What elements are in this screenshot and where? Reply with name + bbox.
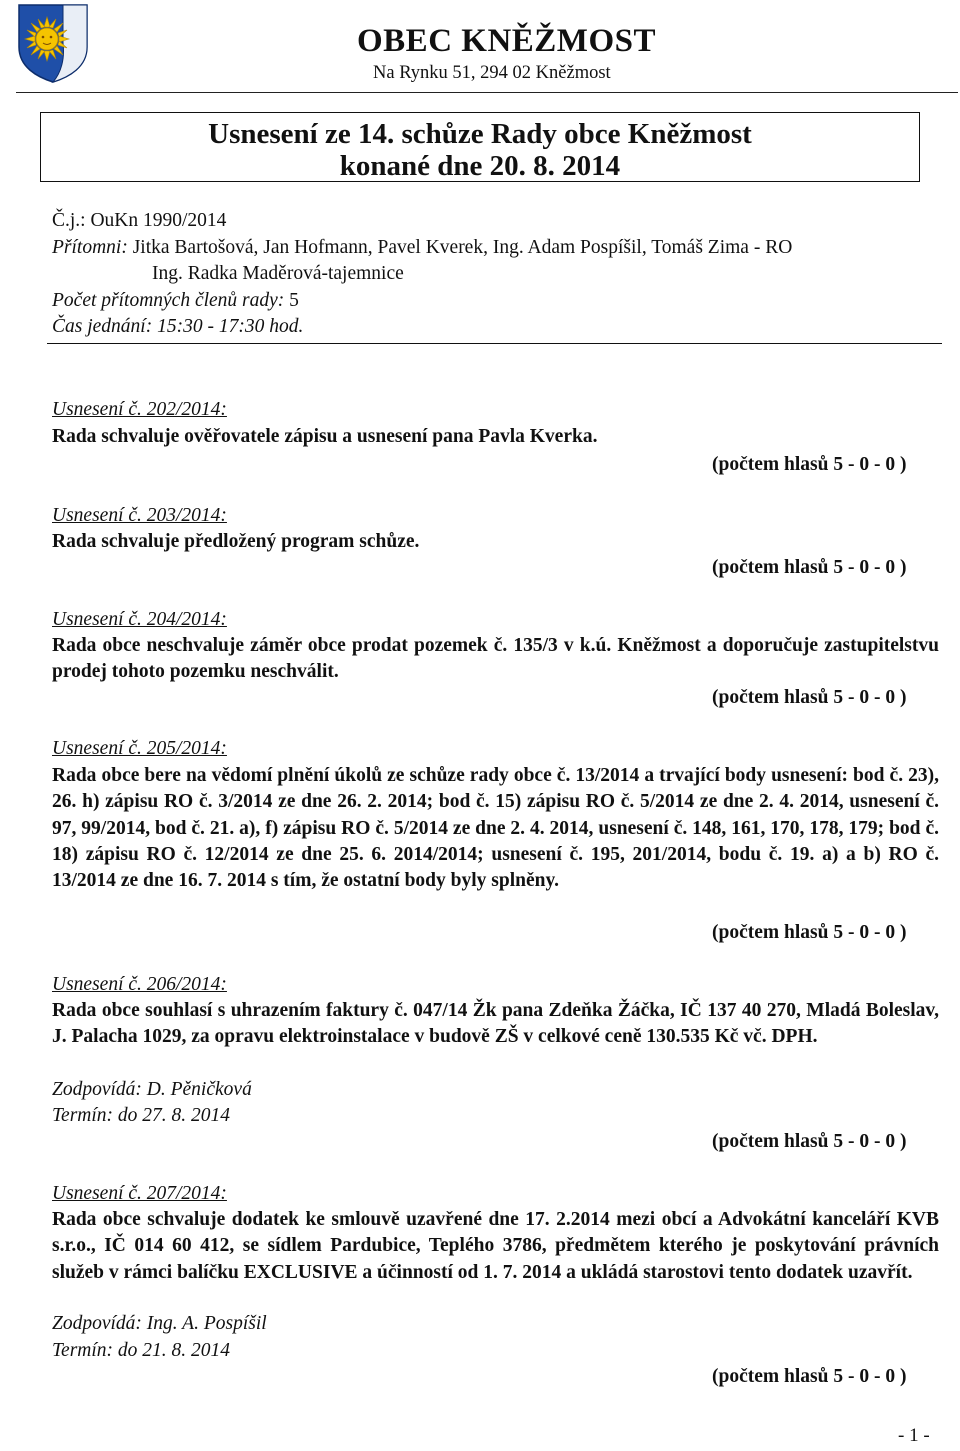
reference-number: Č.j.: OuKn 1990/2014 — [52, 210, 227, 231]
vote-result: (počtem hlasů 5 - 0 - 0 ) — [712, 557, 907, 578]
resolution-heading: Usnesení č. 204/2014: — [52, 609, 227, 630]
resolution-text: Rada obce neschvaluje záměr obce prodat pozemek č. 135/3 v k.ú. Kněžmost a doporučuje zastupitelstvu prodej tohoto pozemku neschválit. — [52, 635, 939, 683]
vote-result: (počtem hlasů 5 - 0 - 0 ) — [712, 687, 907, 708]
document-title-box — [40, 112, 920, 182]
present-members-continued: Ing. Radka Maděrová-tajemnice — [152, 263, 404, 284]
deadline: Termín: do 27. 8. 2014 — [52, 1105, 231, 1126]
resolution-text: Rada schvaluje ověřovatele zápisu a usnesení pana Pavla Kverka. — [52, 426, 598, 447]
present-label: Přítomni: — [52, 237, 128, 258]
meeting-time-value: 15:30 - 17:30 hod. — [152, 316, 304, 337]
resolution-text: Rada schvaluje předložený program schůze. — [52, 531, 420, 552]
page-number: - 1 - — [898, 1425, 930, 1446]
resolution-heading: Usnesení č. 206/2014: — [52, 974, 227, 995]
resolution-text: Rada obce schvaluje dodatek ke smlouvě uzavřené dne 17. 2.2014 mezi obcí a Advokátní kanceláří KVB s.r.o., IČ 014 60 412, se sídlem Pardubice, Teplého 3786, předmětem kterého je poskytování právních služeb v rámci balíčku EXCLUSIVE a účinností od 1. 7. 2014 a ukládá starostovi tento dodatek uzavřít. — [52, 1209, 939, 1283]
resolution-heading: Usnesení č. 202/2014: — [52, 399, 227, 420]
vote-result: (počtem hlasů 5 - 0 - 0 ) — [712, 1131, 907, 1152]
vote-result: (počtem hlasů 5 - 0 - 0 ) — [712, 454, 907, 475]
resolution-heading: Usnesení č. 203/2014: — [52, 505, 227, 526]
vote-result: (počtem hlasů 5 - 0 - 0 ) — [712, 1366, 907, 1387]
resolution-text: Rada obce bere na vědomí plnění úkolů ze schůze rady obce č. 13/2014 a trvající body usnesení: bod č. 23), 26. h) zápisu RO č. 3/2014 ze dne 26. 2. 2014; bod č. 15) zápisu RO č. 5/2014 ze dne 2. 4. 2014, usnesení č. 97, 99/2014, bod č. 21. a), f) zápisu RO č. 5/2014 ze dne 2. 4. 2014, usnesení č. 148, 161, 170, 178, 179; bod č. 18) zápisu RO č. 12/2014 ze dne 25. 6. 2014/2014; usnesení č. 195, 201/2014, bodu č. 19. a) a b) RO č. 13/2014 ze dne 16. 7. 2014 s tím, že ostatní body byly splněny. — [52, 765, 939, 892]
responsible-person: Zodpovídá: Ing. A. Pospíšil — [52, 1313, 267, 1334]
header-divider — [16, 92, 958, 93]
meta-divider — [47, 343, 942, 344]
document-subtitle-date: konané dne 20. 8. 2014 — [339, 150, 621, 182]
resolution-text: Rada obce souhlasí s uhrazením faktury č. 047/14 Žk pana Zdeňka Žáčka, IČ 137 40 270, Mladá Boleslav, J. Palacha 1029, za opravu elektroinstalace v budově ZŠ v celkové ceně 130.535 Kč vč. DPH. — [52, 1000, 939, 1048]
resolution-heading: Usnesení č. 207/2014: — [52, 1183, 227, 1204]
meeting-time-label: Čas jednání: — [52, 316, 153, 337]
member-count-value: 5 — [284, 290, 299, 311]
deadline: Termín: do 21. 8. 2014 — [52, 1340, 231, 1361]
municipality-name: OBEC KNĚŽMOST — [357, 23, 656, 59]
meeting-time — [52, 314, 303, 340]
municipal-crest-icon — [17, 3, 89, 83]
resolution-heading: Usnesení č. 205/2014: — [52, 738, 227, 759]
present-members — [52, 235, 792, 261]
vote-result: (počtem hlasů 5 - 0 - 0 ) — [712, 922, 907, 943]
document-title: Usnesení ze 14. schůze Rady obce Kněžmost — [208, 118, 752, 150]
member-count-label: Počet přítomných členů rady: — [52, 290, 285, 311]
member-count — [52, 288, 299, 314]
present-list: Jitka Bartošová, Jan Hofmann, Pavel Kverek, Ing. Adam Pospíšil, Tomáš Zima - RO — [127, 237, 793, 258]
responsible-person: Zodpovídá: D. Pěničková — [52, 1079, 252, 1100]
municipality-address: Na Rynku 51, 294 02 Kněžmost — [373, 63, 611, 83]
